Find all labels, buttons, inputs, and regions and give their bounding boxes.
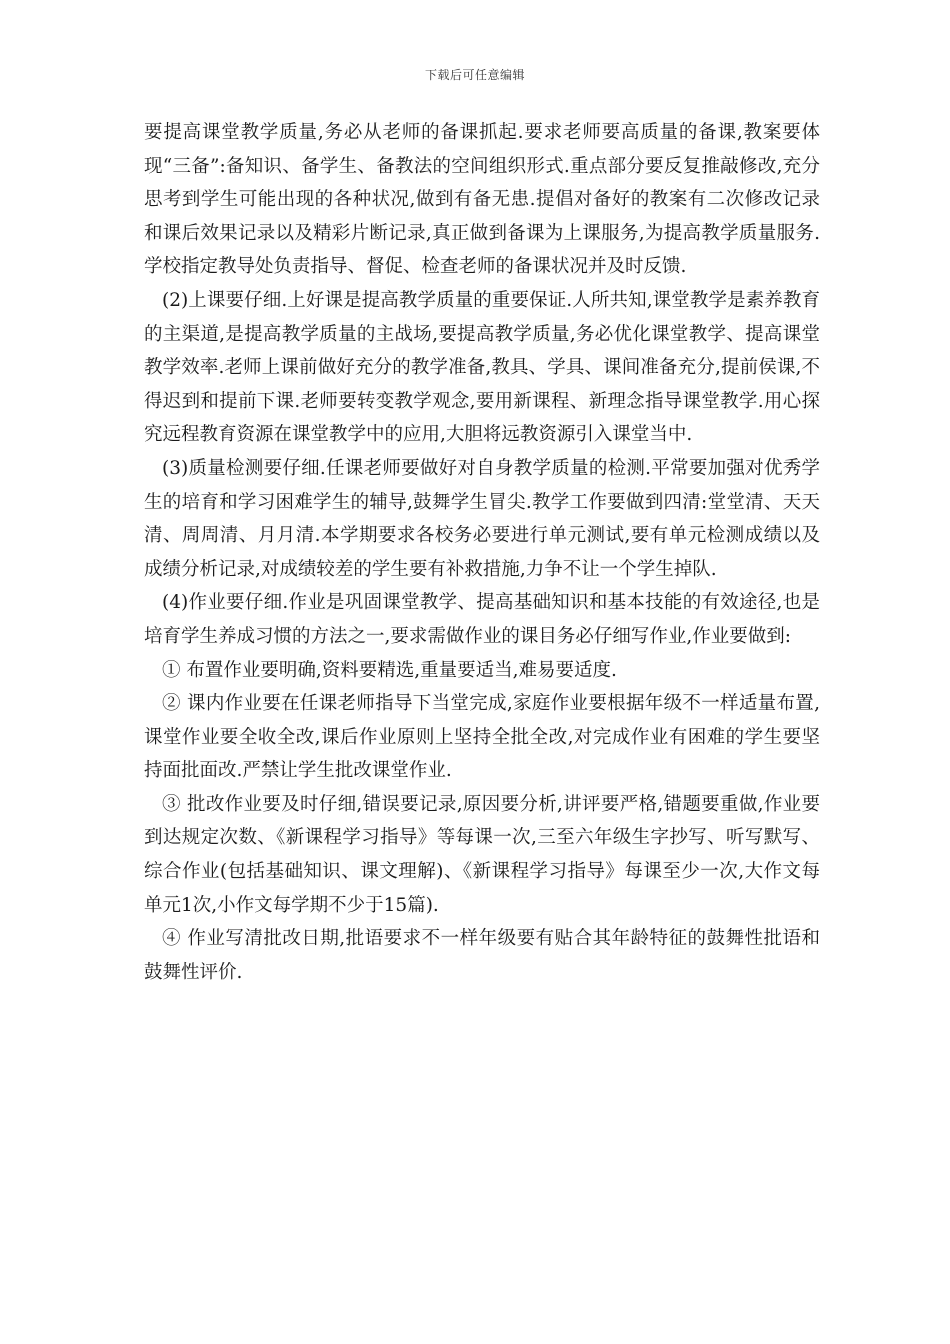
list-item-homework-1: ① 布置作业要明确,资料要精选,重量要适当,难易要适度. [162,659,617,681]
list-item-homework-2: ② 课内作业要在任课老师指导下当堂完成,家庭作业要根据年级不一样适量布置,课堂作业要全收全改,课后作业原则上坚持全批全改,对完成作业有困难的学生要坚持面批面改.严禁让学生批改课堂作业. [144,693,820,782]
document-body [144,116,820,989]
paragraph-quality-check: (3)质量检测要仔细.任课老师要做好对自身教学质量的检测.平常要加强对优秀学生的培育和学习困难学生的辅导,鼓舞学生冒尖.教学工作要做到四清:堂堂清、天天清、周周清、月月清.本学期要求各校务必要进行单元测试,要有单元检测成绩以及成绩分析记录,对成绩较差的学生要有补救措施,力争不让一个学生掉队. [144,457,820,580]
paragraph-lesson-prep: 要提高课堂教学质量,务必从老师的备课抓起.要求老师要高质量的备课,教案要体现“三备”:备知识、备学生、备教法的空间组织形式.重点部分要反复推敲修改,充分思考到学生可能出现的各种状况,做到有备无患.提倡对备好的教案有二次修改记录和课后效果记录以及精彩片断记录,真正做到备课为上课服务,为提高教学质量服务.学校指定教导处负责指导、督促、检查老师的备课状况并及时反馈. [144,122,820,278]
paragraph-homework: (4)作业要仔细.作业是巩固课堂教学、提高基础知识和基本技能的有效途径,也是培育学生养成习惯的方法之一,要求需做作业的课目务必仔细写作业,作业要做到: [144,592,820,647]
list-item-homework-3: ③ 批改作业要及时仔细,错误要记录,原因要分析,讲评要严格,错题要重做,作业要到达规定次数、《新课程学习指导》等每课一次,三至六年级生字抄写、听写默写、综合作业(包括基础知识、课文理解)、《新课程学习指导》每课至少一次,大作文每单元1次,小作文每学期不少于15篇). [144,793,820,916]
page-header: 下载后可任意编辑 [424,68,525,82]
list-item-homework-4: ④ 作业写清批改日期,批语要求不一样年级要有贴合其年龄特征的鼓舞性批语和鼓舞性评价. [144,928,820,983]
paragraph-teaching: (2)上课要仔细.上好课是提高教学质量的重要保证.人所共知,课堂教学是素养教育的主渠道,是提高教学质量的主战场,要提高教学质量,务必优化课堂教学、提高课堂教学效率.老师上课前做好充分的教学准备,教具、学具、课间准备充分,提前侯课,不得迟到和提前下课.老师要转变教学观念,要用新课程、新理念指导课堂教学.用心探究远程教育资源在课堂教学中的应用,大胆将远教资源引入课堂当中. [144,289,820,446]
